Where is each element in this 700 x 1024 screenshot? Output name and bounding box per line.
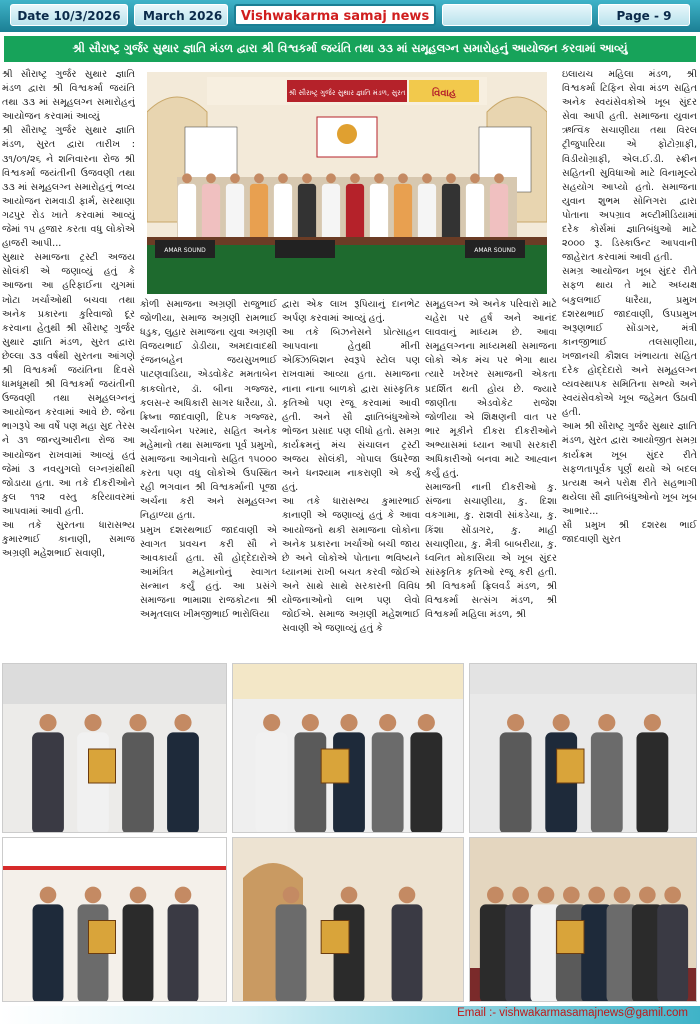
felicitation-photo-2	[232, 663, 464, 833]
framed-portrait	[557, 749, 584, 783]
person-figure	[346, 184, 364, 242]
newspaper-title: Vishwakarma samaj news	[234, 4, 436, 26]
person-figure	[167, 732, 199, 833]
person-figure	[322, 184, 340, 242]
article-column-2	[140, 298, 277, 660]
article-paragraph: સૌ પ્રમુખ શ્રી દશરથ ભાઈ જાદવાણી સુરત	[562, 520, 697, 546]
framed-portrait	[89, 749, 116, 783]
person-figure	[636, 732, 668, 833]
person-figure	[591, 732, 623, 833]
person-figure	[256, 732, 288, 833]
main-stage-photo	[147, 72, 547, 294]
article-paragraph: આ તકે ધારાસભ્ય કુમારભાઈ કાનાણી એ જણાવ્યું હતું કે આવા આયોજનો થકી સમાજના લોકોના અનેક પ્રકારના ખર્ચાઓ બચી જાય છે અને લોકોએ પોતાના ભવિષ્યને ધ્યાનમાં રાખી બચત કરવી જોઈએ અને સાથે સાથે સરકારની વિવિધ યોજનાઓનો લાભ પણ લેવો જોઈએ. સમાજ અગ્રણી મહેશભાઈ સવાણી એ જણાવ્યું હતું કે	[282, 496, 420, 635]
framed-portrait	[89, 921, 116, 954]
article-paragraph: સમગ્ર આયોજન ખૂબ સુંદર રીતે સફળ થાય તે માટે અધ્યક્ષ બકુલભાઈ ધારૈયા, પ્રમુખ દશરથભાઈ જાદવાણી, ઉપપ્રમુખ અરૂણભાઈ સોંડાગર, મંત્રી કાનજીભાઈ તલસાણીયા, ખજાનચી કૌશલ ખંભાયતા સહિત દરેક હોદ્દેદારો અને સમૂહલગ્ન વ્યવસ્થાપક સમિતિના સભ્યો અને સ્વયંસેવકોએ ખૂબ જહેમત ઉઠાવી હતી.	[562, 266, 697, 419]
person-figure	[123, 904, 154, 1002]
person-figure	[226, 184, 244, 242]
article-paragraph: ઇલાયચ મહિલા મંડળ, શ્રી વિશ્વકર્મા ટિફિન સેવા મંડળ સહિત અનેક સ્વયંસેવકોએ ખૂબ સુંદર સેવા આપી હતી. સમાજના યુવાન ઋત્વિક સચાણીયા તથા વિરલ ટ્રીજુપારિયા એ ફોટોગ્રાફી, વિડીયોગ્રાફી, એલ.ઈ.ડી. સ્ક્રીન સહિતની સુવિધાઓ માટે વિનામૂલ્યે સહયોગ આપ્યો હતો. સમાજના યુવાન શુભમ સોનિગરા દ્વારા પોતાના અપગ્રાવ મલ્ટીમીડિયામાં દરેક કોર્સમાં જ્ઞાતિબંધુઓ માટે ૨૦૦૦ રૂ. ડિસ્કાઉન્ટ આપવાની જાહેરાત કરવામાં આવી હતી.	[562, 69, 697, 264]
article-paragraph: સમાજની નાની દીકરીઓ કુ. સંજના સચાણીયા, કુ. દિશા વકગામા, કુ. રાશવી સાંકડેચા, કુ. કિંશા સોંડાગર, કુ. માહી સચાણીયા, કુ. મૈત્રી બાબરીયા, કુ. ધ્વનિત મોકાસિયા એ ખૂબ સુંદર સાંસ્કૃતિક કૃતિઓ રજૂ કરી હતી. શ્રી વિશ્વકર્મા ફ્રિલવર્ડ મંડળ, શ્રી વિશ્વકર્મા સત્સંગ મંડળ, શ્રી વિશ્વકર્મા મહિલા મંડળ, શ્રી	[425, 482, 557, 621]
article-paragraph: સુથાર સમાજના ટ્રસ્ટી અજય સોલંકી એ જણાવ્યું હતું કે આજના આ હરિફાઈના યુગમાં ખોટા ખર્ચાઓથી બચવા તથા અનેક પ્રકારના કુરિવાજો દૂર કરવાના હેતુથી શ્રી સૌરાષ્ટ્ર ગુર્જર સુથાર જ્ઞાતિ મંડળ, સુરત દ્વારા છેલ્લા ૩૩ વર્ષથી સુરતના આંગણે શ્રી વિશ્વકર્મા જયંતિના દિવસે ધામધૂમથી શ્રી વિશ્વકર્મા જયંતીની ઉજવણી તથા સમૂહલગ્નનું આયોજન કરવામાં આવે છે. જેના ભાગરૂપે આ વર્ષે પણ મહા સુદ તેરસ ને ૩૧ જાન્યુઆરીના રોજ આ આયોજન રાખવામાં આવ્યું હતું જેમાં ૩ નવયુગલો લગ્નગ્રંથીથી જોડાયા હતા. આ તકે દીકરીઓને કુલ ૧૧૨ વસ્તુ કરિયાવરમાં આપવામાં આવી હતી.	[2, 252, 135, 517]
article-headline: શ્રી સૌરાષ્ટ્ર ગુર્જર સુથાર જ્ઞાતિ મંડળ દ્વારા શ્રી વિશ્વકર્મા જયંતિ તથા ૩૩ માં સમૂહલગ્ન સમારોહનું આયોજન કરવામાં આવ્યું	[4, 36, 696, 62]
article-paragraph: પ્રમુખ દશરથભાઈ જાદવાણી એ સ્વાગત પ્રવચન કરી સૌ ને આવકાર્યા હતા. સૌ હોદ્દેદારોએ આમંત્રિત મહેમાનોનું સ્વાગત સન્માન કર્યું હતું. આ પ્રસંગે સમાજના ભામાશા રાજકોટના શ્રી અમૃતલાલ ખીમજીભાઈ ભારોલિયા	[140, 524, 277, 621]
issue-date: Date 10/3/2026	[10, 4, 128, 26]
contact-email: Email :- vishwakarmasamajnews@gamil.com	[457, 1007, 688, 1019]
article-paragraph: દ્વારા એક લાખ રૂપિયાનું દાનભેટ અર્પણ કરવામાં આવ્યું હતું.	[282, 299, 420, 325]
felicitation-photo-1	[2, 663, 227, 833]
issue-month: March 2026	[134, 4, 228, 26]
framed-portrait	[557, 921, 584, 954]
person-figure	[178, 184, 196, 242]
felicitation-photo-5	[232, 837, 464, 1002]
felicitation-photo-6	[469, 837, 697, 1002]
felicitation-photo-3	[469, 663, 697, 833]
article-paragraph: આ તકે સુરતના ધારાસભ્ય કુમારભાઈ કાનાણી, સમાજ અગ્રણી મહેશભાઈ સવાણી,	[2, 520, 135, 560]
person-figure	[500, 732, 532, 833]
article-paragraph: શ્રી સૌરાષ્ટ્ર ગુર્જર સુથાર જ્ઞાતિ મંડળ દ્વારા શ્રી વિશ્વકર્મા જયંતિ તથા ૩૩ માં સમૂહલગ્ન સમારોહનું આયોજન કરવામાં આવ્યું	[2, 69, 135, 123]
person-figure	[657, 904, 688, 1002]
main-banner-text: શ્રી સૌરાષ્ટ્ર ગુર્જર સુથાર જ્ઞાતિ મંડળ, સુરત	[288, 89, 406, 97]
person-figure	[410, 732, 442, 833]
speaker-label-left: AMAR SOUND	[164, 247, 206, 254]
article-column-5	[562, 68, 697, 658]
header-blank-box	[442, 4, 592, 26]
felicitation-photo-4	[2, 837, 227, 1002]
article-column-1	[2, 68, 135, 658]
article-column-3	[282, 298, 420, 660]
person-figure	[442, 184, 460, 242]
speaker-label-right: AMAR SOUND	[474, 247, 516, 254]
person-figure	[394, 184, 412, 242]
vivah-banner-text: વિવાહ	[431, 88, 457, 99]
framed-portrait	[321, 749, 349, 783]
person-figure	[122, 732, 154, 833]
article-paragraph: આમ શ્રી સૌરાષ્ટ્ર ગુર્જર સુથાર જ્ઞાતિ મંડળ, સુરત દ્વારા આયોજીત સમગ્ર કાર્યક્રમ ખૂબ સુંદર રીતે સફળતાપૂર્વક પૂર્ણ થયો એ બદલ પ્રત્યક્ષ અને પરોક્ષ રીતે સહભાગી થયેલા સૌ જ્ઞાતિબંધુઓનો ખૂબ ખૂબ આભાર...	[562, 421, 697, 517]
person-figure	[372, 732, 404, 833]
person-figure	[202, 184, 220, 242]
person-figure	[298, 184, 316, 242]
framed-portrait	[321, 921, 349, 954]
person-figure	[392, 904, 423, 1002]
page-number: Page - 9	[598, 4, 690, 26]
person-figure	[418, 184, 436, 242]
person-figure	[276, 904, 307, 1002]
person-figure	[168, 904, 199, 1002]
person-figure	[466, 184, 484, 242]
person-figure	[490, 184, 508, 242]
person-figure	[370, 184, 388, 242]
article-paragraph: શ્રી સૌરાષ્ટ્ર ગુર્જર સુથાર જ્ઞાતિ મંડળ, સુરત દ્વારા તારીખ : ૩૧/૦૧/૨૬ ને શનિવારના રોજ શ્રી વિશ્વકર્મા જયંતીની ઉજવણી તથા ૩૩ માં સમૂહલગ્ન સમારોહનું ભવ્ય આયોજન રામવાડી ફાર્મ, સરથાણા ગઢપુર રોડ ખાતે કરવામાં આવ્યું જેમાં ૧૫ હજાર કરતા વધુ લોકોએ હાજરી આપી...	[2, 125, 135, 250]
article-paragraph: સમૂહલગ્ન એ અનેક પરિવારો માટે ચહેરા પર હર્ષ અને આનંદ લાવવાનું માધ્યમ છે. આવા સમૂહલગ્નના માધ્યમથી સમાજના લોકો એક મંચ પર ભેગા થાય ત્યારે ખરેખર સમાજની એકતા પ્રદર્શિત થતી હોય છે. જ્યારે જાણીતા એડવોકેટ રાજેશ જોળીયા એ શિક્ષણની વાત પર ભાર મૂકીને દીકરા દીકરીઓને અભ્યાસમાં ધ્યાન આપી સરકારી અધિકારીઓ બનવા માટે આહ્વાન કર્યું હતું.	[425, 299, 557, 480]
person-figure	[274, 184, 292, 242]
article-column-4	[425, 298, 557, 660]
article-paragraph: કોળી સમાજના અગ્રણી રાજુભાઈ જોળીયા, સમાજ અગ્રણી રામભાઈ ધડુક, લુહાર સમાજના યુવા અગ્રણી વિજયભાઈ ડોડીયા, અમદાવાદથી રંજનબહેન જયસુખભાઈ પાટણવાડિયા, એડવોકેટ મમતાબેન કાકલોતર, ડૉ. બીના ગજ્જર, કલસ-ર અધિકારી સાગર ધારૈયા, ડો. ક્રિષ્ના જાદવાણી, દિપક ગજ્જર, અર્ચનાબેન પરમાર, સહિત અનેક મહેમાનો તથા સમાજના પૂર્વ પ્રમુખો, સમાજના આગેવાનો સહિત ૧૫૦૦૦ કરતા પણ વધુ લોકોએ ઉપસ્થિત રહી ભગવાન શ્રી વિશ્વકર્માની પૂજા અર્ચના કરી અને સમૂહલગ્ન નિહાળ્યા હતા.	[140, 299, 277, 522]
person-figure	[250, 184, 268, 242]
article-paragraph: આ તકે બિઝનેસને પ્રોત્સાહન આપવાના હેતુથી મીની એક્ઝિબિશન સ્વરૂપે સ્ટોલ પણ રાખવામાં આવ્યા હતા. સમાજના નાના નાના બાળકો દ્વારા સાંસ્કૃતિક કૃતિઓ પણ રજૂ કરવામાં આવી હતી. અને સૌ જ્ઞાતિબંધુઓએ ભોજન પ્રસાદ પણ લીધો હતો. સમગ્ર કાર્યક્રમનું મંચ સંચાલન ટ્રસ્ટી અજય સોલંકી, ગોપાલ ઉધરેજા અને ધનશ્યામ નાકરાણી એ કર્યું હતું.	[282, 327, 420, 494]
person-figure	[33, 904, 64, 1002]
person-figure	[32, 732, 64, 833]
